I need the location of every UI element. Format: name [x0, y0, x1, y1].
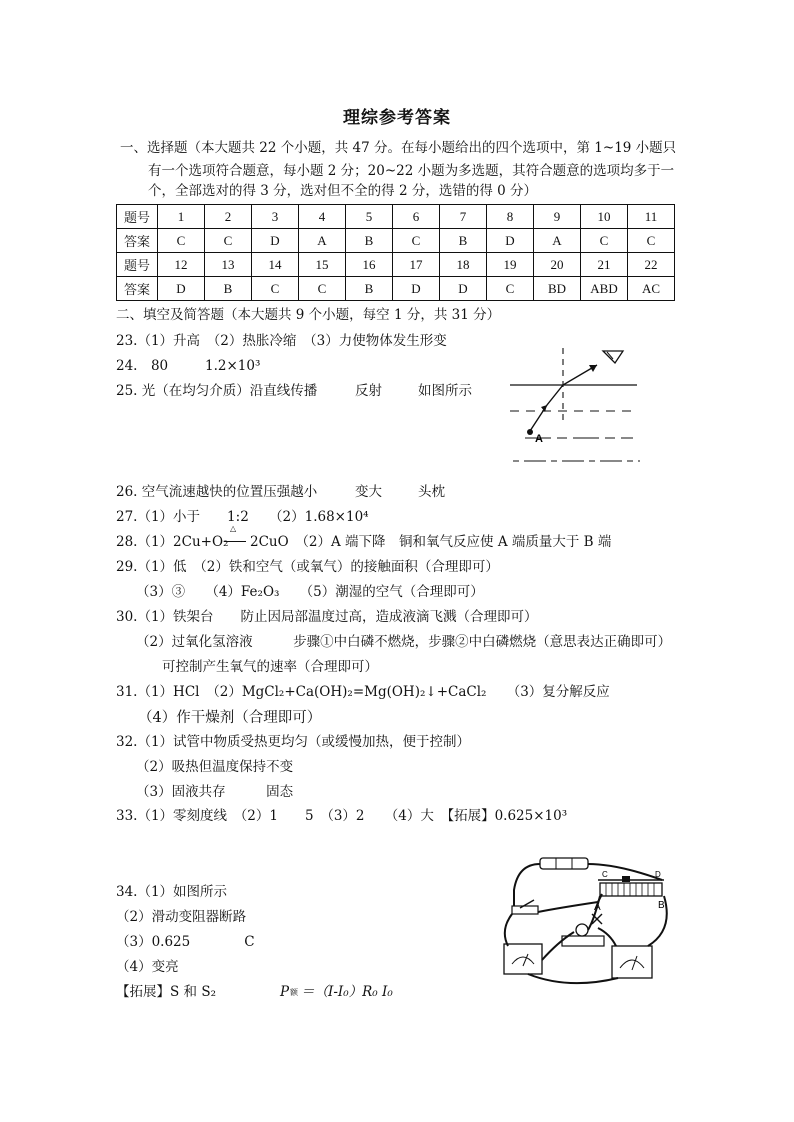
answer-26-part2: 变大	[355, 484, 382, 500]
table-cell: B	[346, 277, 393, 301]
table-cell: C	[581, 229, 628, 253]
table-cell: 13	[205, 253, 252, 277]
table-cell: D	[440, 277, 487, 301]
answer-32-line1: 32.（1）试管中物质受热更均匀（或缓慢加热，便于控制）	[116, 734, 471, 750]
answer-31-line1: 31.（1）HCl （2）MgCl₂+Ca(OH)₂=Mg(OH)₂↓+CaCl₂ （3）复分解反应	[116, 684, 610, 700]
table-cell: C	[205, 229, 252, 253]
switch-icon	[512, 906, 538, 914]
circuit-figure	[498, 850, 674, 992]
battery-icon	[540, 858, 588, 869]
answer-33: 33.（1）零刻度线 （2）1 5 （3）2 （4）大 【拓展】0.625×10³	[116, 808, 568, 824]
table-cell: 17	[393, 253, 440, 277]
answer-28-part1: 28.（1）2Cu+O₂	[116, 534, 229, 550]
page-title: 理综参考答案	[343, 108, 451, 128]
table-cell: 10	[581, 205, 628, 229]
answer-34-line1: 34.（1）如图所示	[116, 884, 228, 900]
answer-32-line2: （2）吸热但温度保持不变	[136, 759, 294, 775]
table-cell: ABD	[581, 277, 628, 301]
point-a-label: A	[535, 433, 543, 445]
table-cell: 5	[346, 205, 393, 229]
table-cell: C	[487, 277, 534, 301]
table-cell: 16	[346, 253, 393, 277]
table-cell: A	[299, 229, 346, 253]
table-cell: B	[440, 229, 487, 253]
answer-29-line2: （3）③ （4）Fe₂O₃ （5）潮湿的空气（合理即可）	[136, 584, 484, 600]
section2-heading: 二、填空及简答题（本大题共 9 个小题，每空 1 分，共 31 分）	[116, 307, 501, 323]
table-cell: 12	[158, 253, 205, 277]
lamp-base-icon	[562, 936, 604, 946]
table-cell: C	[393, 229, 440, 253]
answer-34-line3: （3）0.625 C	[116, 934, 255, 950]
table-cell: D	[158, 277, 205, 301]
answer-34-formula-sub: 额	[290, 988, 298, 997]
eye-icon	[603, 351, 623, 363]
table-cell: B	[205, 277, 252, 301]
table-cell: 9	[534, 205, 581, 229]
section1-instructions-line3: 个，全部选对的得 3 分，选对但不全的得 2 分，选错的得 0 分）	[148, 183, 538, 199]
answer-23: 23.（1）升高 （2）热胀冷缩 （3）力使物体发生形变	[116, 333, 447, 349]
answer-30-line3: 可控制产生氧气的速率（合理即可）	[162, 659, 378, 675]
answer-25-part1: 25. 光（在均匀介质）沿直线传播	[116, 383, 318, 399]
lamp-icon	[576, 924, 588, 936]
answer-28-condition: △	[230, 524, 237, 533]
wire	[528, 974, 618, 983]
table-cell: 2	[205, 205, 252, 229]
answer-34-formula-p: P	[280, 984, 290, 1000]
terminal-d-label: D	[655, 870, 661, 879]
wire	[538, 894, 602, 912]
answer-30-line2: （2）过氧化氢溶液 步骤①中白磷不燃烧，步骤②中白磷燃烧（意思表达正确即可）	[136, 634, 672, 650]
point-a	[527, 429, 533, 435]
answer-24-part2: 1.2×10³	[205, 358, 261, 374]
answer-32-line3: （3）固液共存 固态	[136, 784, 294, 800]
table-cell: 7	[440, 205, 487, 229]
table-cell: 22	[628, 253, 675, 277]
answer-28-part2: 2CuO （2）A 端下降 铜和氧气反应使 A 端质量大于 B 端	[250, 534, 612, 550]
answer-31-line2: （4）作干燥剂（合理即可）	[138, 710, 322, 726]
answer-25-part2: 反射	[355, 383, 382, 399]
answer-29-line1: 29.（1）低 （2）铁和空气（或氧气）的接触面积（合理即可）	[116, 559, 499, 575]
table-cell-label: 答案	[117, 277, 158, 301]
answer-24-part1: 24. 80	[116, 358, 169, 374]
table-cell: C	[299, 277, 346, 301]
section1-instructions-line1: 一、选择题（本大题共 22 个小题，共 47 分。在每小题给出的四个选项中，第 1~19 小题只	[120, 140, 677, 156]
answer-34-line4: （4）变亮	[116, 959, 179, 975]
ammeter-icon	[504, 944, 542, 974]
table-cell: D	[393, 277, 440, 301]
table-cell-label: 题号	[117, 253, 158, 277]
table-cell: D	[487, 229, 534, 253]
table-cell-label: 答案	[117, 229, 158, 253]
reaction-bar	[224, 541, 246, 542]
table-cell: C	[158, 229, 205, 253]
answer-34-line5: 【拓展】S 和 S₂	[116, 984, 216, 1000]
table-cell: 3	[252, 205, 299, 229]
answer-34-line2: （2）滑动变阻器断路	[116, 909, 247, 925]
voltmeter-icon	[612, 946, 652, 978]
table-cell: 4	[299, 205, 346, 229]
table-cell-label: 题号	[117, 205, 158, 229]
optics-figure	[505, 343, 650, 473]
table-cell: 8	[487, 205, 534, 229]
table-cell: AC	[628, 277, 675, 301]
answer-27: 27.（1）小于 1:2 （2）1.68×10⁴	[116, 509, 369, 525]
table-row-questions-2	[117, 253, 675, 277]
answer-26-part3: 头枕	[418, 484, 445, 500]
terminal-a-label: A	[594, 902, 601, 913]
table-cell: BD	[534, 277, 581, 301]
table-cell: 20	[534, 253, 581, 277]
answer-30-line1: 30.（1）铁架台 防止因局部温度过高，造成液滴飞溅（合理即可）	[116, 609, 538, 625]
table-cell: 15	[299, 253, 346, 277]
section1-instructions-line2: 有一个选项符合题意，每小题 2 分；20~22 小题为多选题，其符合题意的选项均多于一	[148, 163, 675, 179]
wire	[514, 864, 540, 906]
table-cell: 11	[628, 205, 675, 229]
table-cell: 14	[252, 253, 299, 277]
table-cell: 19	[487, 253, 534, 277]
terminal-b-label: B	[658, 900, 665, 911]
answer-25-part3: 如图所示	[418, 383, 472, 399]
table-row-questions-1	[117, 205, 675, 229]
answer-34-formula-rest: ＝（I-I₀）R₀ I₀	[301, 984, 393, 1000]
answer-26-part1: 26. 空气流速越快的位置压强越小	[116, 484, 318, 500]
table-row-answers-1	[117, 229, 675, 253]
table-cell: 18	[440, 253, 487, 277]
rheostat-icon	[600, 883, 662, 896]
table-cell: C	[252, 277, 299, 301]
table-cell: 6	[393, 205, 440, 229]
answer-table	[116, 204, 675, 301]
table-cell: 21	[581, 253, 628, 277]
table-cell: D	[252, 229, 299, 253]
table-cell: C	[628, 229, 675, 253]
table-cell: 1	[158, 205, 205, 229]
table-cell: B	[346, 229, 393, 253]
terminal-c-label: C	[602, 870, 608, 879]
wire	[505, 914, 512, 946]
table-cell: A	[534, 229, 581, 253]
table-row-answers-2	[117, 277, 675, 301]
